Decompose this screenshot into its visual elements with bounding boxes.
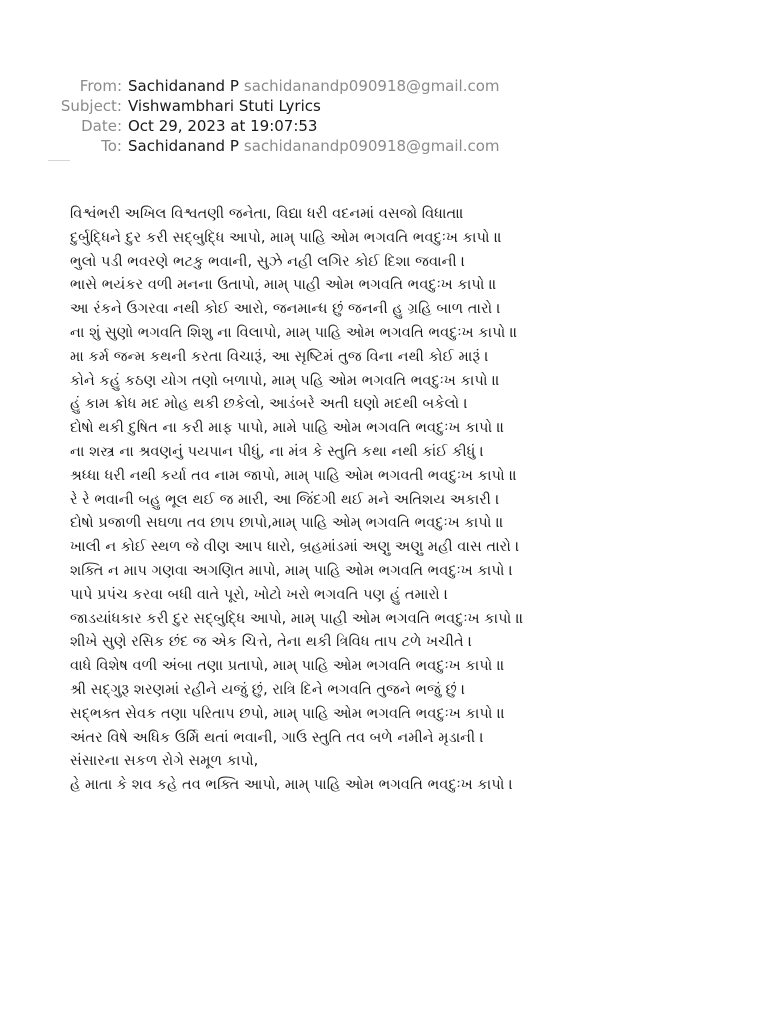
body-line: મા કર્મ જન્મ કથની કરતા વિચારૂં, આ સૃષ્ટિમં તુજ વિના નથી કોઈ મારૂં । <box>70 347 489 365</box>
subject-value: Vishwambhari Stuti Lyrics <box>128 97 321 115</box>
body-line: આ રંકને ઉગરવા નથી કોઈ આરો, જનમાન્ધ છું જનની હુ ગ્રહિ બાળ તારો । <box>70 300 501 318</box>
body-line: ભાસે ભયંકર વળી મનના ઉતાપો, મામ્ પાહી ઓમ ભગવતિ ભવદુઃખ કાપો ॥ <box>70 276 497 294</box>
date-label: Date: <box>81 117 122 135</box>
body-line: હું કામ ક્રોધ મદ મોહ થકી છકેલો, આડંબરે અતી ઘણો મદથી બકેલો । <box>70 395 468 413</box>
body-line: ના શું સુણો ભગવતિ શિશુ ના વિલાપો, મામ્ પાહિ ઓમ ભગવતિ ભવદુઃખ કાપો ॥ <box>70 323 518 341</box>
body-line: દોષો પ્રજાળી સઘળા તવ છાપ છાપો,મામ્ પાહિ ઓમ્ ભગવતિ ભવદુઃખ કાપો ॥ <box>70 514 504 532</box>
body-line: સદ્ભક્ત સેવક તણા પરિતાપ છપો, મામ્ પાહિ ઓમ ભગવતિ ભવદુઃખ કાપો ।। <box>70 704 505 722</box>
date-value: Oct 29, 2023 at 19:07:53 <box>128 117 318 135</box>
body-line: રે રે ભવાની બહુ ભૂલ થઈ જ મારી, આ જિંદગી થઈ મને અતિશય અકારી । <box>70 490 500 508</box>
date-row <box>0 116 768 136</box>
subject-row <box>0 96 768 116</box>
body-line: વાધે વિશેષ વળી અંબા તણા પ્રતાપો, મામ્ પાહિ ઓમ ભગવતિ ભવદુઃખ કાપો ॥ <box>70 657 505 675</box>
from-name[interactable]: Sachidanand P <box>128 77 239 95</box>
to-email[interactable]: sachidanandp090918@gmail.com <box>243 137 500 155</box>
body-line: શક્તિ ન માપ ગણવા અગણિત માપો, મામ્ પાહિ ઓમ ભગવતિ ભવદુઃખ કાપો । <box>70 561 513 579</box>
body-line: દોષો થકી દુષિત ના કરી માફ પાપો, મામે પાહિ ઓમ ભગવતિ ભવદુઃખ કાપો ॥ <box>70 419 505 437</box>
to-name[interactable]: Sachidanand P <box>128 137 239 155</box>
body-line: કોને કહું કઠણ યોગ તણો બળાપો, મામ્ પહિ ઓમ ભગવતિ ભવદુઃખ કાપો ॥ <box>70 371 500 389</box>
email-header <box>0 76 768 156</box>
body-line: ખાલી ન કોઈ સ્થળ જે વીણ આપ ધારો, બ્રહમાંડમાં અણુ અણુ મહી વાસ તારો । <box>70 538 520 556</box>
subject-label: Subject: <box>60 97 122 115</box>
to-row <box>0 136 768 156</box>
body-line: પાપે પ્રપંચ કરવા બધી વાતે પૂરો, ખોટો ખરો ભગવતિ પણ હું તમારો । <box>70 585 449 603</box>
body-line: જાડયાંધકાર કરી દુર સદ્બુદ્ધિ આપો, મામ્ પાહી ઓમ ભગવતિ ભવદુઃખ કાપો ॥ <box>70 609 524 627</box>
body-line: વિશ્વંભરી અખિલ વિશ્વતણી જનેતા, વિદ્યા ધરી વદનમાં વસજો વિધાતા। <box>70 205 464 222</box>
to-label: To: <box>101 137 122 155</box>
body-line: શ્રધ્ધા ધરી નથી કર્યા તવ નામ જાપો, મામ્ પાહિ ઓમ ભગવતી ભવદુઃખ કાપો ॥ <box>70 466 518 484</box>
body-line: હે માતા કે શવ કહે તવ ભક્તિ આપો, મામ્ પાહિ ઓમ ભગવતિ ભવદુઃખ કાપો । <box>70 776 513 794</box>
from-email[interactable]: sachidanandp090918@gmail.com <box>243 77 500 95</box>
from-label: From: <box>79 77 122 95</box>
body-line: ભુલો પડી ભવરણે ભટકુ ભવાની, સુઝે નહી લગિર કોઈ દિશા જવાની । <box>70 252 466 270</box>
body-line: શીખે સુણે રસિક છંદ જ એક ચિત્તે, તેના થકી ત્રિવિધ તાપ ટળે ખચીતે । <box>70 633 473 651</box>
body-line: શ્રી સદ્ગુરૂ શરણમાં રહીને યજું છું, રાત્રિ દિને ભગવતિ તુજને ભજું છું । <box>70 680 466 698</box>
body-line: સંસારના સકળ રોગે સમૂળ કાપો, <box>70 752 259 770</box>
email-body <box>70 202 760 797</box>
from-row <box>0 76 768 96</box>
body-line: દુર્બુદ્ધિને દુર કરી સદ્બુદ્ધિ આપો, મામ્ પાહિ ઓમ ભગવતિ ભવદુઃખ કાપો ॥ <box>70 228 502 246</box>
header-divider <box>48 160 70 161</box>
body-line: અંતર વિષે અધિક ઉર્મિ થતાં ભવાની, ગાઉ સ્તુતિ તવ બળે નમીને મૃડાની । <box>70 728 484 746</box>
body-line: ના શસ્ત્ર ના શ્રવણનું પયપાન પીધું, ના મંત્ર કે સ્તુતિ કથા નથી કાંઈ કીધું । <box>70 442 484 460</box>
